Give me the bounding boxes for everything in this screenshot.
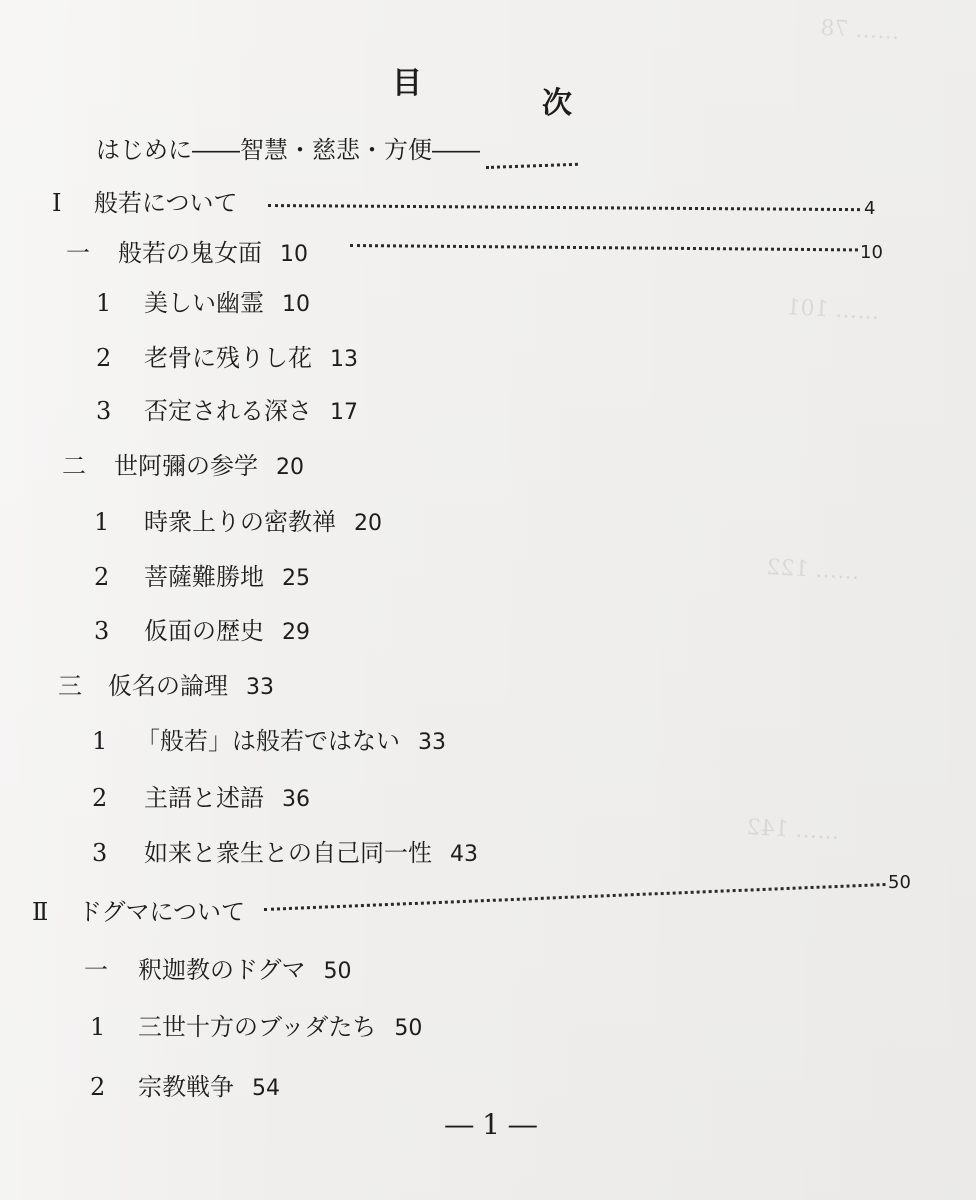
toc-page-number: 4 — [864, 198, 876, 219]
page-footer-number: ― 1 ― — [445, 1108, 537, 1141]
toc-entry-label: 時衆上りの密教禅 — [144, 508, 336, 536]
toc-entry-label-with-page — [144, 288, 310, 320]
toc-page-number: 17 — [330, 400, 358, 425]
toc-entry-label: 般若の鬼女面 — [118, 239, 262, 267]
toc-entry-label: 仮面の歴史 — [144, 617, 264, 645]
toc-entry-number: 一 — [84, 956, 108, 984]
toc-entry-label: 否定される深さ — [144, 397, 312, 425]
toc-page-number: 50 — [323, 959, 352, 984]
toc-entry-number: 1 — [96, 289, 112, 317]
toc-entry-label: ドグマについて — [78, 898, 246, 926]
toc-entry-label-with-page — [144, 343, 358, 375]
toc-entry-label: 宗教戦争 — [138, 1073, 234, 1101]
show-through-text: …… 142 — [745, 815, 840, 845]
toc-entry-number: 一 — [66, 239, 90, 267]
toc-entry-label-with-page — [144, 616, 310, 648]
toc-page-number: 43 — [450, 842, 478, 867]
toc-entry-number: 3 — [96, 397, 112, 425]
toc-entry-number: Ⅱ — [32, 898, 49, 926]
leader-dots — [486, 163, 578, 169]
toc-entry-label: 如来と衆生との自己同一性 — [144, 839, 432, 867]
toc-entry-number: 1 — [92, 727, 108, 755]
title-char-right: 次 — [542, 86, 572, 121]
toc-entry-label: 菩薩難勝地 — [144, 563, 264, 591]
toc-page-number: 25 — [282, 566, 310, 591]
toc-entry-label-with-page — [138, 1012, 422, 1044]
toc-page-number: 54 — [252, 1076, 280, 1101]
toc-entry-label: 三世十方のブッダたち — [138, 1013, 377, 1041]
show-through-text: …… 122 — [765, 555, 860, 585]
toc-entry-label: 仮名の論理 — [108, 672, 228, 700]
leader-dots — [264, 883, 886, 911]
toc-entry-number: 2 — [96, 344, 112, 372]
toc-entry-number: 三 — [58, 672, 82, 700]
show-through-text: …… 101 — [785, 295, 880, 325]
toc-entry-label-with-page — [138, 955, 352, 987]
toc-entry-number: 2 — [92, 784, 108, 812]
title-char-left: 目 — [392, 66, 422, 101]
toc-entry-label-with-page — [136, 726, 446, 758]
toc-entry-label-with-page — [108, 671, 274, 703]
toc-entry-label: 美しい幽霊 — [144, 289, 264, 317]
toc-entry-number: Ⅰ — [52, 189, 62, 217]
toc-entry-label: はじめに――智慧・慈悲・方便―― — [96, 136, 480, 164]
toc-entry-label-with-page — [144, 562, 310, 594]
leader-dots — [268, 204, 860, 211]
show-through-text: …… 78 — [819, 15, 900, 45]
toc-entry-label: 釈迦教のドグマ — [138, 956, 306, 984]
toc-entry-number: 3 — [92, 839, 108, 867]
toc-entry-label: 「般若」は般若ではない — [136, 727, 400, 755]
toc-entry-number: 二 — [62, 452, 86, 480]
toc-entry-label-with-page — [144, 396, 358, 428]
toc-entry-number: 1 — [94, 508, 110, 536]
toc-entry-number: 2 — [94, 563, 110, 591]
toc-entry-label: 主語と述語 — [144, 784, 264, 812]
page-title — [392, 62, 572, 122]
toc-entry-number: 2 — [90, 1073, 106, 1101]
leader-dots — [350, 244, 858, 251]
toc-entry-label-with-page — [144, 838, 478, 870]
toc-entry-label: 般若について — [94, 189, 238, 217]
toc-entry-label-with-page — [114, 451, 304, 483]
toc-page-number: 33 — [246, 675, 274, 700]
toc-entry-number: 1 — [90, 1013, 106, 1041]
toc-page-number: 29 — [282, 620, 310, 645]
toc-entry-label: 老骨に残りし花 — [144, 344, 312, 372]
toc-page-number: 10 — [282, 292, 310, 317]
toc-entry-label-with-page — [138, 1072, 280, 1104]
toc-page-number: 36 — [282, 787, 310, 812]
toc-page-number: 13 — [330, 347, 358, 372]
toc-page-number-right: 10 — [860, 242, 883, 263]
toc-entry-label-with-page — [144, 783, 310, 815]
toc-page-number: 33 — [418, 730, 446, 755]
toc-entry-number: 3 — [94, 617, 110, 645]
toc-page-number: 20 — [276, 455, 304, 480]
toc-entry-label: 世阿彌の参学 — [114, 452, 258, 480]
toc-page-number: 50 — [394, 1016, 423, 1041]
toc-entry-label-with-page — [144, 507, 382, 539]
toc-page-number-right: 50 — [888, 872, 911, 893]
toc-page-number: 10 — [280, 242, 308, 267]
toc-page-number: 20 — [354, 511, 382, 536]
toc-entry-label-with-page — [118, 238, 308, 270]
